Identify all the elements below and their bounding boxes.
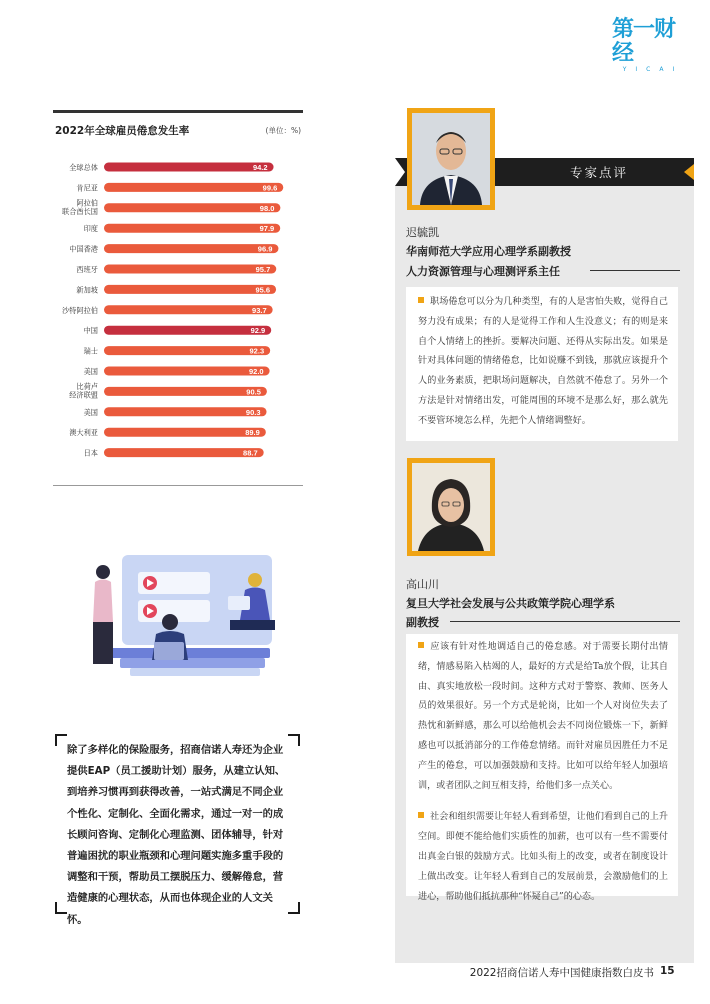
eap-description: 除了多样化的保险服务，招商信诺人寿还为企业提供EAP（员工援助计划）服务，从建立认知、到培养习惯再到获得改善，一站式满足不同企业个性化、定制化、全面化需求，通过一对一的成长顾问咨询、定制化心理监测、团体辅导，针对普遍困扰的职业瓶颈和心理问题实施多重手段的调整和干预，帮助员工摆脱压力、缓解倦怠，营造健康的心理状态，从而也体现企业的人文关怀。 [67, 744, 286, 926]
chart-value-label: 92.9 [250, 326, 266, 336]
chart-bar [104, 224, 280, 233]
page-number: 15 [660, 965, 675, 977]
chart-value-label: 93.7 [252, 305, 267, 315]
chart-value-label: 95.7 [255, 265, 271, 274]
woman-right-legs [230, 620, 275, 630]
chart-bar [104, 428, 266, 437]
expert-label: 专家点评 [570, 165, 629, 180]
chart-bar [104, 305, 273, 314]
chart-value-label: 92.3 [249, 346, 265, 356]
expert2-comment2-paragraph [406, 796, 678, 907]
bullet-square-icon [418, 642, 424, 648]
chart-bar [104, 407, 267, 416]
eap-text-box [55, 734, 300, 926]
expert2-name: 高山川 [406, 578, 439, 591]
expert2-comment1: 应该有针对性地调适自己的倦怠感。对于需要长期付出情绪，情感易陷入枯竭的人，最好的方式是给Ta放个假，让其自由、真实地放松一段时间。这种方式对于警察、教师、医务人员的效果很好。另一个方式是轮岗，比如一个人对岗位失去了热忱和新鲜感，那么可以给他机会去不同岗位锻炼一下，新鲜感也可以抵消部分的工作倦怠情绪。而针对雇员因胜任力不足产生的倦怠，可以加强鼓励和支持。比如可以给年轻人加强培训，或者团队之间互相支持，给他们多一点关心。 [418, 642, 668, 791]
expert2-comment-box [406, 634, 678, 902]
office-workers-illustration [80, 550, 285, 678]
corner-bottom-left [55, 902, 67, 914]
logo-text: 第一财经 [612, 17, 676, 66]
chart-bar [104, 346, 270, 355]
chart-bar [104, 203, 280, 212]
expert2-comment2: 社会和组织需要让年轻人看到希望，让他们看到自己的上升空间。即便不能给他们实质性的加薪，也可以有一些不需要付出真金白银的鼓励方式。比如头衔上的改变，或者在制度设计上做出改变。让年轻人看到自己的发展前景，会激励他们的上进心，帮助他们抵抗那种“怀疑自己”的心态。 [418, 812, 668, 902]
chart-title: 2022年全球雇员倦怠发生率 [55, 125, 190, 137]
expert1-portrait [412, 113, 490, 205]
chart-value-label: 95.6 [255, 285, 271, 295]
expert2-photo [412, 463, 490, 551]
chart-value-label: 94.2 [252, 163, 268, 172]
expert1-title-line2: 人力资源管理与心理测评系主任 [406, 265, 560, 278]
woman-left-head [96, 565, 110, 579]
bullet-square-icon [418, 812, 424, 818]
chart-category-label: 新加坡 [76, 285, 98, 295]
chart-bar [104, 183, 283, 192]
expert2-rule [450, 621, 680, 622]
expert1-rule [590, 270, 680, 271]
yicai-logo [612, 17, 694, 73]
laptop-right [228, 596, 250, 610]
chart-category-label: 中国 [83, 326, 98, 336]
chart-value-label: 97.9 [259, 224, 275, 234]
chart-value-label: 90.5 [246, 387, 261, 397]
chart-bar [104, 285, 276, 294]
chart-bar [104, 244, 278, 253]
chart-category-label: 印度 [83, 224, 98, 234]
burnout-chart [53, 110, 303, 486]
chart-value-label: 88.7 [243, 448, 258, 458]
chart-value-label: 89.9 [245, 428, 260, 438]
woman-left-body [93, 580, 113, 623]
chart-category-label: 西班牙 [76, 265, 98, 274]
chart-value-label: 92.0 [248, 367, 264, 376]
chart-category-label: 瑞士 [83, 346, 98, 356]
man-head [162, 614, 178, 630]
chart-bar [104, 367, 270, 376]
expert2-title-line1: 复旦大学社会发展与公共政策学院心理学系 [406, 597, 615, 610]
chart-bar [104, 448, 264, 457]
chart-category-label: 比荷卢 [76, 381, 98, 391]
expert1-comment-paragraph [406, 287, 678, 432]
chart-category-label: 澳大利亚 [69, 428, 98, 438]
chart-bar [104, 265, 276, 274]
header-notch [395, 158, 405, 186]
chart-value-label: 99.6 [262, 183, 278, 193]
chart-bar [104, 387, 267, 396]
woman-right-head [248, 573, 262, 587]
expert1-name: 迟毓凯 [406, 226, 439, 239]
corner-top-left [55, 734, 67, 746]
bullet-square-icon [418, 297, 424, 303]
book-stack-2 [120, 658, 265, 668]
logo-subtext: YICAI [622, 66, 684, 73]
chart-category-label: 日本 [83, 448, 98, 458]
arrow-left-icon [684, 164, 694, 180]
expert2-portrait [412, 463, 490, 551]
chart-category-label: 阿拉伯 [76, 198, 98, 208]
book-stack-3 [130, 668, 260, 676]
book-stack-1 [110, 648, 270, 658]
expert1-title-line1: 华南师范大学应用心理学系副教授 [406, 245, 571, 258]
chart-category-label: 肯尼亚 [76, 183, 98, 193]
chart-bar [104, 326, 271, 335]
footer-title: 2022招商信诺人寿中国健康指数白皮书 [469, 967, 654, 979]
chart-bar [104, 163, 274, 172]
chart-category-label: 沙特阿拉伯 [62, 305, 98, 315]
chart-unit: (单位：%) [265, 126, 301, 135]
chart-value-label: 98.0 [259, 203, 275, 213]
chart-category-label: 联合酋长国 [62, 206, 98, 216]
chart-category-label: 美国 [83, 367, 98, 376]
expert1-comment: 职场倦怠可以分为几种类型，有的人是害怕失败，觉得自己努力没有成果；有的人是觉得工作和人生没意义；有的则是来自个人情绪上的挫折。要解决问题、还得从实际出发。如果是针对具体问题的情绪倦怠，比如说赚不到钱，那就应该提升个人的业务素质，把职场问题解决，自然就不倦怠了。另外一个方法是针对情绪出发，可能周围的环境不是那么好，那么就先不要管环境怎么样，先把个人情绪调整好。 [418, 297, 668, 426]
chart-plot [53, 113, 303, 485]
chart-value-label: 90.3 [245, 407, 261, 417]
expert2-comment1-paragraph [406, 634, 678, 796]
laptop [154, 642, 184, 660]
chart-value-label: 96.9 [257, 244, 273, 254]
chart-category-label: 全球总体 [69, 163, 98, 172]
chart-category-label: 中国香港 [69, 244, 98, 254]
chart-category-label: 经济联盟 [69, 390, 98, 400]
chart-category-label: 美国 [83, 407, 98, 417]
expert1-photo [412, 113, 490, 205]
expert2-title-line2: 副教授 [406, 616, 439, 629]
expert1-comment-box [406, 287, 678, 441]
woman-left-legs [93, 622, 113, 664]
